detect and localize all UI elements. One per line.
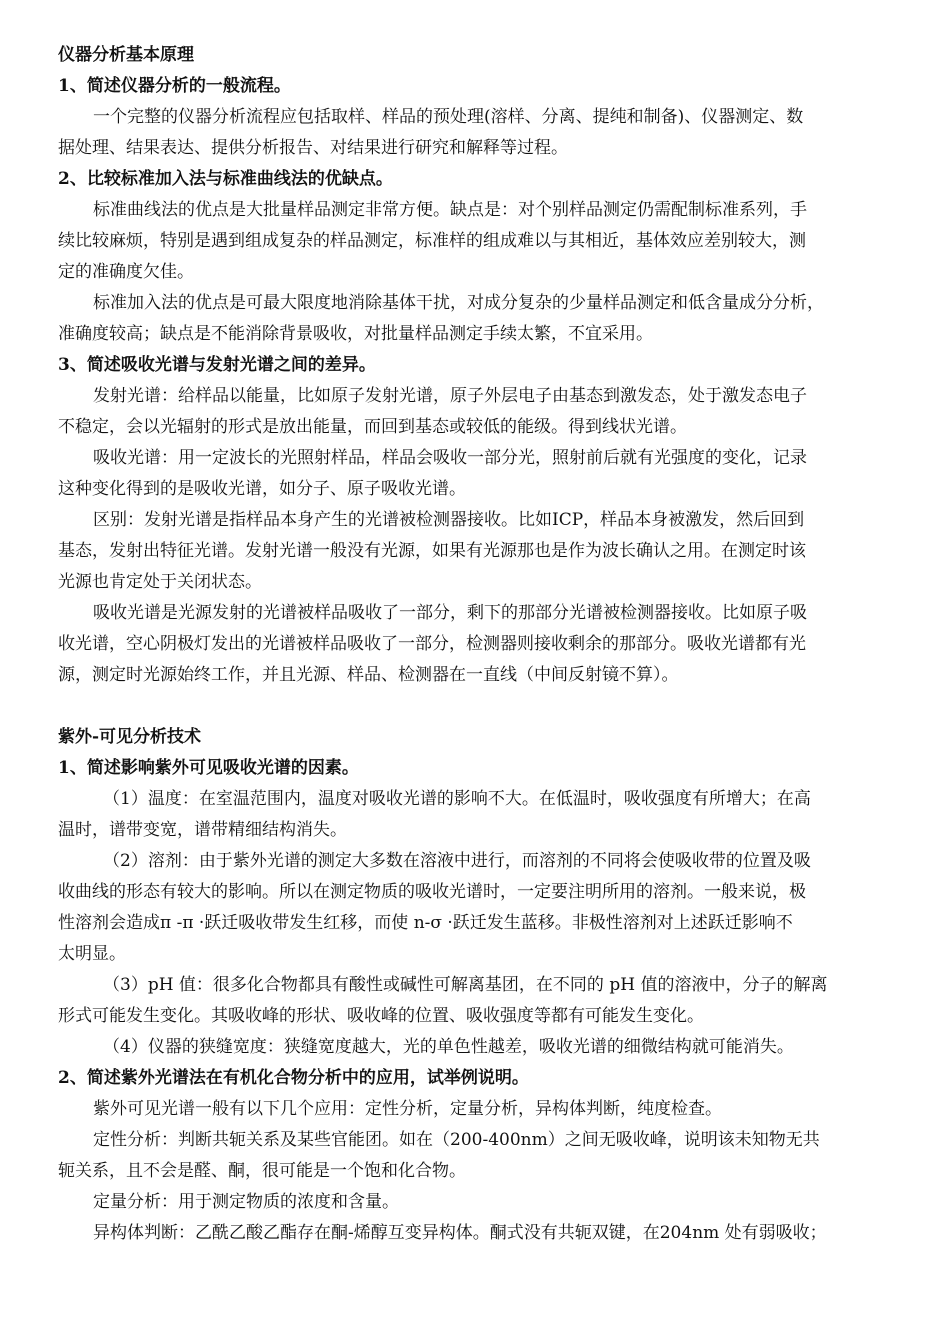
paragraph-line: 准确度较高；缺点是不能消除背景吸收，对批量样品测定手续太繁，不宜采用。 <box>58 324 653 344</box>
paragraph-line: 标准曲线法的优点是大批量样品测定非常方便。缺点是：对个别样品测定仍需配制标准系列，手 <box>93 200 807 220</box>
paragraph-line: 收曲线的形态有较大的影响。所以在测定物质的吸收光谱时，一定要注明所用的溶剂。一般来说，极 <box>58 882 806 902</box>
paragraph-line: 光源也肯定处于关闭状态。 <box>58 572 262 592</box>
paragraph-line: 这种变化得到的是吸收光谱，如分子、原子吸收光谱。 <box>58 479 466 499</box>
paragraph-line: 据处理、结果表达、提供分析报告、对结果进行研究和解释等过程。 <box>58 138 568 158</box>
question-heading: 1、简述仪器分析的一般流程。 <box>58 76 291 96</box>
paragraph-line: 区别：发射光谱是指样品本身产生的光谱被检测器接收。比如ICP，样品本身被激发，然后回到 <box>93 510 805 530</box>
question-heading: 3、简述吸收光谱与发射光谱之间的差异。 <box>58 355 376 375</box>
section-title: 仪器分析基本原理 <box>58 45 194 65</box>
section-spacer <box>58 691 896 722</box>
paragraph-line: 紫外可见光谱一般有以下几个应用：定性分析，定量分析，异构体判断，纯度检查。 <box>93 1099 722 1119</box>
paragraph-line: 定量分析：用于测定物质的浓度和含量。 <box>93 1192 399 1212</box>
paragraph-line: 基态，发射出特征光谱。发射光谱一般没有光源，如果有光源那也是作为波长确认之用。在测定时该 <box>58 541 806 561</box>
paragraph-line: 定性分析：判断共轭关系及某些官能团。如在（200-400nm）之间无吸收峰，说明该未知物无共 <box>93 1130 820 1150</box>
paragraph-line: 吸收光谱是光源发射的光谱被样品吸收了一部分，剩下的那部分光谱被检测器接收。比如原子吸 <box>93 603 807 623</box>
paragraph-line: 轭关系，且不会是醛、酮，很可能是一个饱和化合物。 <box>58 1161 466 1181</box>
paragraph-line: 续比较麻烦，特别是遇到组成复杂的样品测定，标准样的组成难以与其相近，基体效应差别较大，测 <box>58 231 806 251</box>
paragraph-line: 吸收光谱：用一定波长的光照射样品，样品会吸收一部分光，照射前后就有光强度的变化，记录 <box>93 448 807 468</box>
paragraph-line: 定的准确度欠佳。 <box>58 262 194 282</box>
paragraph-line: （1）温度：在室温范围内，温度对吸收光谱的影响不大。在低温时，吸收强度有所增大；在高 <box>103 789 811 809</box>
paragraph-line: （4）仪器的狭缝宽度：狭缝宽度越大，光的单色性越差，吸收光谱的细微结构就可能消失。 <box>103 1037 794 1057</box>
paragraph-line: 性溶剂会造成π -π ·跃迁吸收带发生红移，而使 n-σ ·跃迁发生蓝移。非极性溶剂对上述跃迁影响不 <box>58 913 793 933</box>
paragraph-line: 不稳定，会以光辐射的形式是放出能量，而回到基态或较低的能级。得到线状光谱。 <box>58 417 687 437</box>
paragraph-line: 源，测定时光源始终工作，并且光源、样品、检测器在一直线（中间反射镜不算）。 <box>58 665 679 685</box>
paragraph-line: （3）pH 值：很多化合物都具有酸性或碱性可解离基团，在不同的 pH 值的溶液中，分子的解离 <box>103 975 828 995</box>
question-heading: 1、简述影响紫外可见吸收光谱的因素。 <box>58 758 359 778</box>
question-heading: 2、简述紫外光谱法在有机化合物分析中的应用，试举例说明。 <box>58 1068 529 1088</box>
paragraph-line: 异构体判断：乙酰乙酸乙酯存在酮-烯醇互变异构体。酮式没有共轭双键，在204nm 处有弱吸收； <box>93 1223 827 1243</box>
paragraph-line: 发射光谱：给样品以能量，比如原子发射光谱，原子外层电子由基态到激发态，处于激发态电子 <box>93 386 807 406</box>
paragraph-line: 一个完整的仪器分析流程应包括取样、样品的预处理(溶样、分离、提纯和制备)、仪器测定、数 <box>93 107 804 127</box>
paragraph-line: 收光谱，空心阴极灯发出的光谱被样品吸收了一部分，检测器则接收剩余的那部分。吸收光谱都有光 <box>58 634 806 654</box>
paragraph-line: 温时，谱带变宽，谱带精细结构消失。 <box>58 820 347 840</box>
paragraph-line: （2）溶剂：由于紫外光谱的测定大多数在溶液中进行，而溶剂的不同将会使吸收带的位置及吸 <box>103 851 811 871</box>
paragraph-line: 太明显。 <box>58 944 126 964</box>
document-page <box>58 40 896 1249</box>
question-heading: 2、比较标准加入法与标准曲线法的优缺点。 <box>58 169 393 189</box>
section-title: 紫外-可见分析技术 <box>58 727 202 747</box>
paragraph-line: 形式可能发生变化。其吸收峰的形状、吸收峰的位置、吸收强度等都有可能发生变化。 <box>58 1006 704 1026</box>
paragraph-line: 标准加入法的优点是可最大限度地消除基体干扰，对成分复杂的少量样品测定和低含量成分分析， <box>93 293 824 313</box>
